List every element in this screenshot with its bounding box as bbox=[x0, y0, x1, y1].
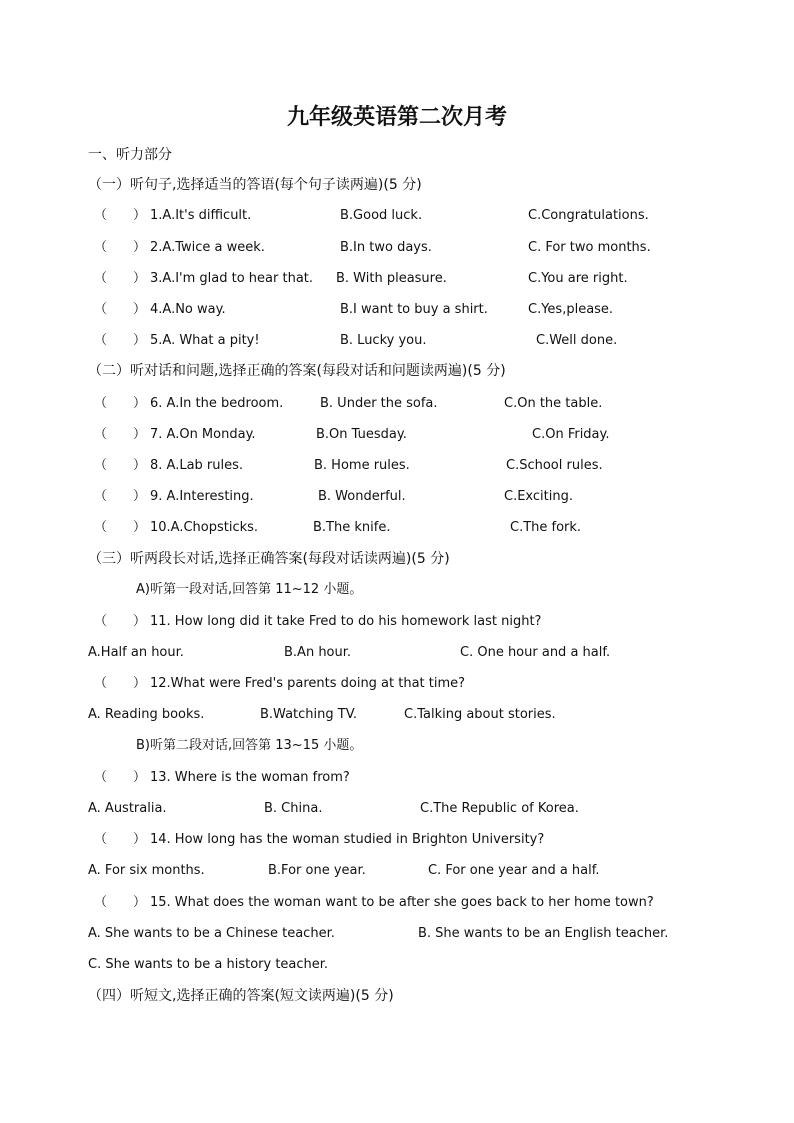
q13-option-a: A. Australia. bbox=[88, 801, 167, 816]
q7-option-c: C.On Friday. bbox=[532, 427, 610, 442]
q9-option-c: C.Exciting. bbox=[504, 489, 573, 504]
q12-option-c: C.Talking about stories. bbox=[404, 707, 556, 722]
answer-blank[interactable]: （ ） bbox=[94, 614, 147, 629]
q14-text: 14. How long has the woman studied in Brighton University? bbox=[150, 832, 545, 847]
answer-blank[interactable]: （ ） bbox=[94, 832, 147, 847]
q4-option-c: C.Yes,please. bbox=[528, 302, 614, 317]
answer-blank[interactable]: （ ） bbox=[94, 240, 147, 255]
q6-option-b: B. Under the sofa. bbox=[320, 396, 438, 411]
q8-option-c: C.School rules. bbox=[506, 458, 603, 473]
q15-option-a: A. She wants to be a Chinese teacher. bbox=[88, 926, 335, 941]
q7-option-b: B.On Tuesday. bbox=[316, 427, 407, 442]
part-heading-listening: 一、听力部分 bbox=[88, 147, 172, 163]
q5-option-b: B. Lucky you. bbox=[340, 333, 427, 348]
section-heading-4: （四）听短文,选择正确的答案(短文读两遍)(5 分) bbox=[88, 988, 394, 1004]
q5-option-a: 5.A. What a pity! bbox=[150, 333, 260, 348]
q2-option-a: 2.A.Twice a week. bbox=[150, 240, 265, 255]
q8-option-a: 8. A.Lab rules. bbox=[150, 458, 244, 473]
q6-option-a: 6. A.In the bedroom. bbox=[150, 396, 284, 411]
q9-option-b: B. Wonderful. bbox=[318, 489, 406, 504]
q11-text: 11. How long did it take Fred to do his homework last night? bbox=[150, 614, 542, 629]
q2-option-b: B.In two days. bbox=[340, 240, 432, 255]
answer-blank[interactable]: （ ） bbox=[94, 458, 147, 473]
q3-option-c: C.You are right. bbox=[528, 271, 628, 286]
q15-option-b: B. She wants to be an English teacher. bbox=[418, 926, 669, 941]
q12-text: 12.What were Fred's parents doing at that time? bbox=[150, 676, 466, 691]
answer-blank[interactable]: （ ） bbox=[94, 770, 147, 785]
q12-option-a: A. Reading books. bbox=[88, 707, 205, 722]
q2-option-c: C. For two months. bbox=[528, 240, 651, 255]
subsection-a-instruction: A)听第一段对话,回答第 11~12 小题。 bbox=[136, 582, 363, 597]
q4-option-a: 4.A.No way. bbox=[150, 302, 226, 317]
q13-option-b: B. China. bbox=[264, 801, 323, 816]
section-heading-1: （一）听句子,选择适当的答语(每个句子读两遍)(5 分) bbox=[88, 177, 422, 193]
q9-option-a: 9. A.Interesting. bbox=[150, 489, 254, 504]
answer-blank[interactable]: （ ） bbox=[94, 208, 147, 223]
q15-option-c: C. She wants to be a history teacher. bbox=[88, 957, 329, 972]
q11-option-a: A.Half an hour. bbox=[88, 645, 184, 660]
q3-option-a: 3.A.I'm glad to hear that. bbox=[150, 271, 314, 286]
q14-option-c: C. For one year and a half. bbox=[428, 863, 600, 878]
answer-blank[interactable]: （ ） bbox=[94, 489, 147, 504]
q12-option-b: B.Watching TV. bbox=[260, 707, 358, 722]
q13-text: 13. Where is the woman from? bbox=[150, 770, 350, 785]
q7-option-a: 7. A.On Monday. bbox=[150, 427, 256, 442]
q14-option-a: A. For six months. bbox=[88, 863, 205, 878]
section-heading-2: （二）听对话和问题,选择正确的答案(每段对话和问题读两遍)(5 分) bbox=[88, 363, 506, 379]
answer-blank[interactable]: （ ） bbox=[94, 520, 147, 535]
q11-option-b: B.An hour. bbox=[284, 645, 352, 660]
q10-option-b: B.The knife. bbox=[313, 520, 391, 535]
q1-option-a: 1.A.It's difficult. bbox=[150, 208, 252, 223]
q6-option-c: C.On the table. bbox=[504, 396, 603, 411]
q10-option-a: 10.A.Chopsticks. bbox=[150, 520, 259, 535]
q1-option-b: B.Good luck. bbox=[340, 208, 423, 223]
subsection-b-instruction: B)听第二段对话,回答第 13~15 小题。 bbox=[136, 738, 363, 753]
answer-blank[interactable]: （ ） bbox=[94, 333, 147, 348]
answer-blank[interactable]: （ ） bbox=[94, 676, 147, 691]
answer-blank[interactable]: （ ） bbox=[94, 427, 147, 442]
q1-option-c: C.Congratulations. bbox=[528, 208, 649, 223]
q10-option-c: C.The fork. bbox=[510, 520, 582, 535]
q5-option-c: C.Well done. bbox=[536, 333, 618, 348]
answer-blank[interactable]: （ ） bbox=[94, 271, 147, 286]
q4-option-b: B.I want to buy a shirt. bbox=[340, 302, 488, 317]
q8-option-b: B. Home rules. bbox=[314, 458, 410, 473]
q15-text: 15. What does the woman want to be after she goes back to her home town? bbox=[150, 895, 654, 910]
q11-option-c: C. One hour and a half. bbox=[460, 645, 611, 660]
answer-blank[interactable]: （ ） bbox=[94, 302, 147, 317]
exam-title: 九年级英语第二次月考 bbox=[286, 104, 507, 130]
answer-blank[interactable]: （ ） bbox=[94, 396, 147, 411]
q3-option-b: B. With pleasure. bbox=[336, 271, 447, 286]
answer-blank[interactable]: （ ） bbox=[94, 895, 147, 910]
q14-option-b: B.For one year. bbox=[268, 863, 366, 878]
q13-option-c: C.The Republic of Korea. bbox=[420, 801, 579, 816]
section-heading-3: （三）听两段长对话,选择正确答案(每段对话读两遍)(5 分) bbox=[88, 551, 450, 567]
